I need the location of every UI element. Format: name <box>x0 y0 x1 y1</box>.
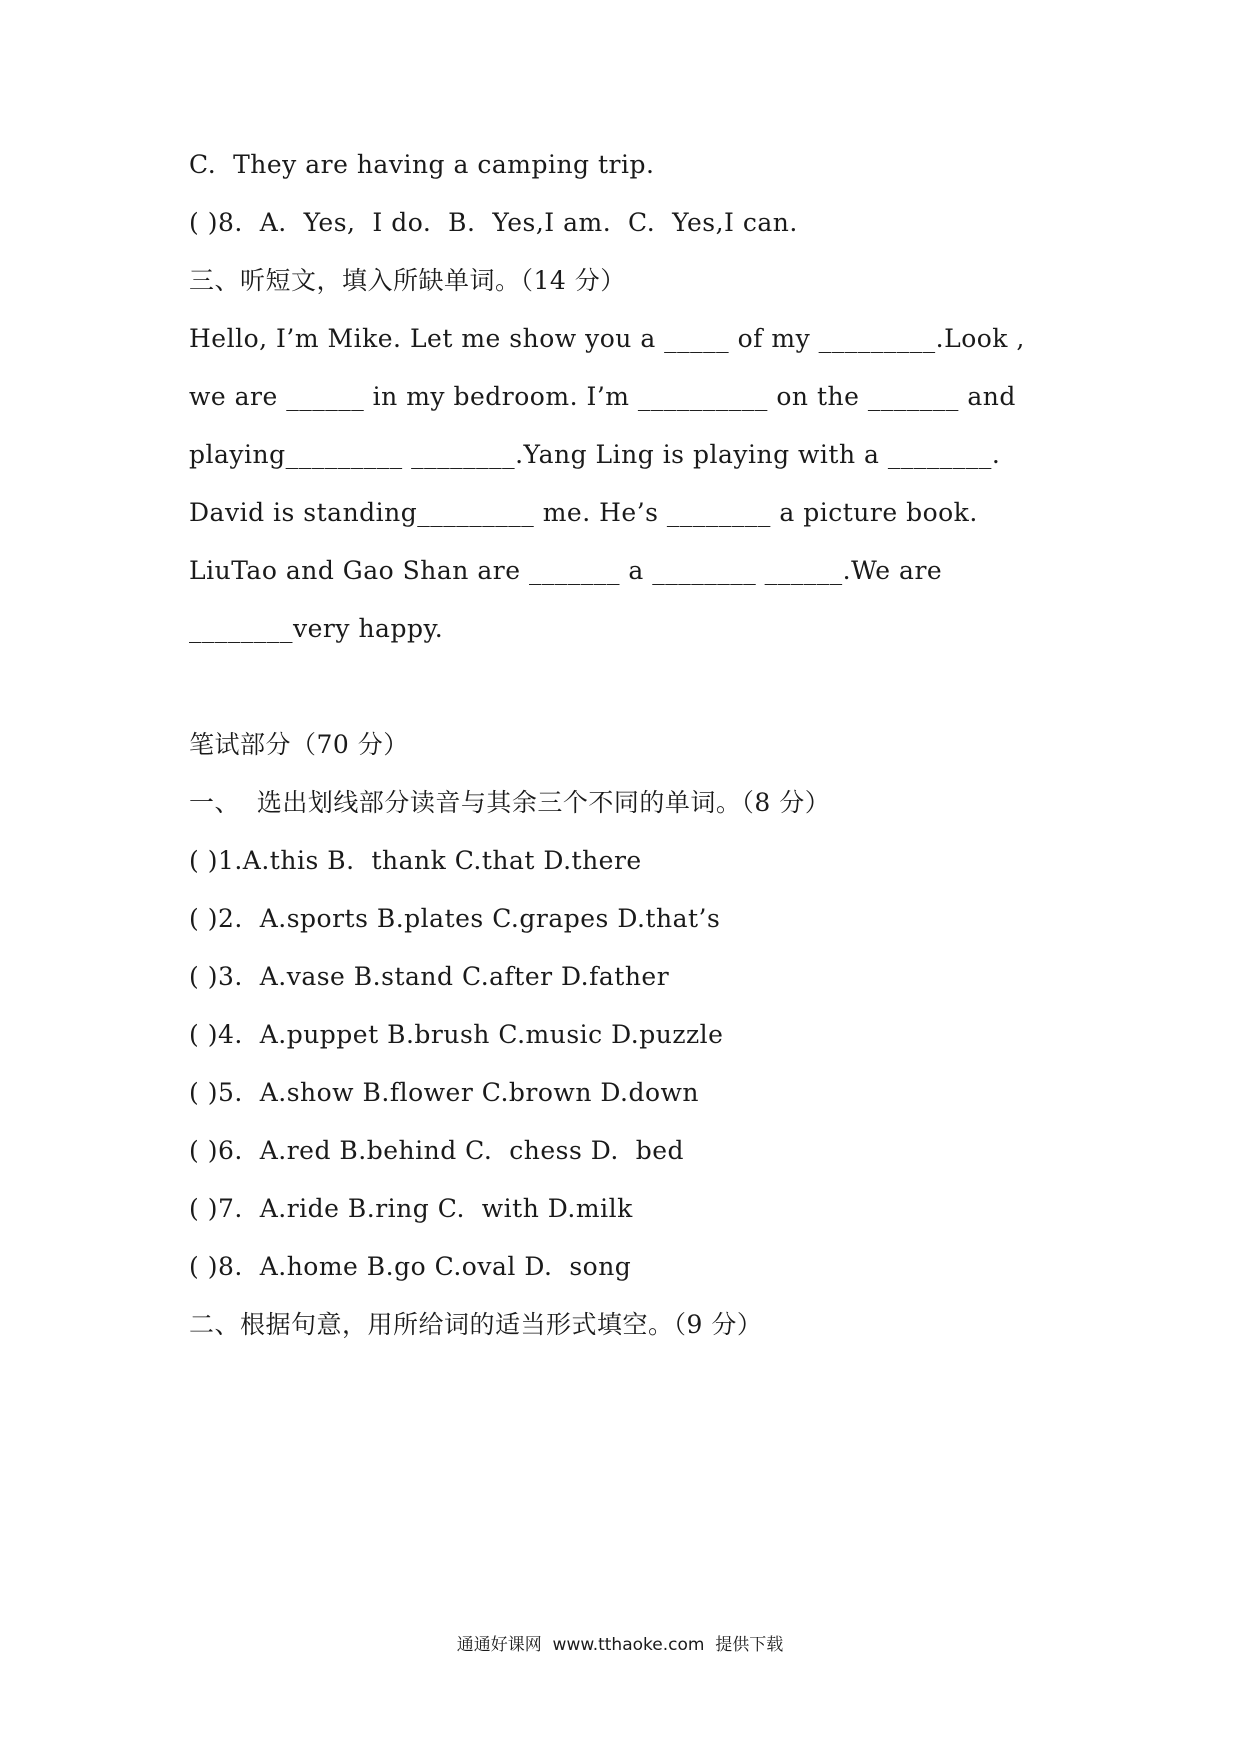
question-item: ( )7. A.ride B.ring C. with D.milk <box>189 1194 633 1223</box>
question-item: ( )8. A.home B.go C.oval D. song <box>189 1252 632 1281</box>
passage-line: playing_________ ________.Yang Ling is playing with a ________. <box>189 440 1001 469</box>
page-footer: 通通好课网 www.tthaoke.com 提供下载 <box>456 1635 784 1655</box>
passage-line: Hello, I’m Mike. Let me show you a _____ of my _________.Look , <box>189 324 1025 353</box>
passage-line: ________very happy. <box>189 614 444 643</box>
written-part-title: 笔试部分（70 分） <box>189 730 409 759</box>
listening-q7-option-c: C. They are having a camping trip. <box>189 150 655 179</box>
question-item: ( )4. A.puppet B.brush C.music D.puzzle <box>189 1020 724 1049</box>
listening-q8: ( )8. A. Yes, I do. B. Yes,I am. C. Yes,I can. <box>189 208 798 237</box>
section3-title: 三、听短文，填入所缺单词。（14 分） <box>189 266 626 295</box>
question-item: ( )5. A.show B.flower C.brown D.down <box>189 1078 700 1107</box>
question-item: ( )2. A.sports B.plates C.grapes D.that’s <box>189 904 721 933</box>
passage-line: David is standing_________ me. He’s ________ a picture book. <box>189 498 978 527</box>
section1-title: 一、 选出划线部分读音与其余三个不同的单词。（8 分） <box>189 788 831 817</box>
passage-line: LiuTao and Gao Shan are _______ a ________ ______.We are <box>189 556 943 585</box>
section2-title: 二、根据句意，用所给词的适当形式填空。（9 分） <box>189 1310 763 1339</box>
question-item: ( )1.A.this B. thank C.that D.there <box>189 846 642 875</box>
question-item: ( )6. A.red B.behind C. chess D. bed <box>189 1136 685 1165</box>
passage-line: we are ______ in my bedroom. I’m __________ on the _______ and <box>189 382 1016 411</box>
question-item: ( )3. A.vase B.stand C.after D.father <box>189 962 670 991</box>
